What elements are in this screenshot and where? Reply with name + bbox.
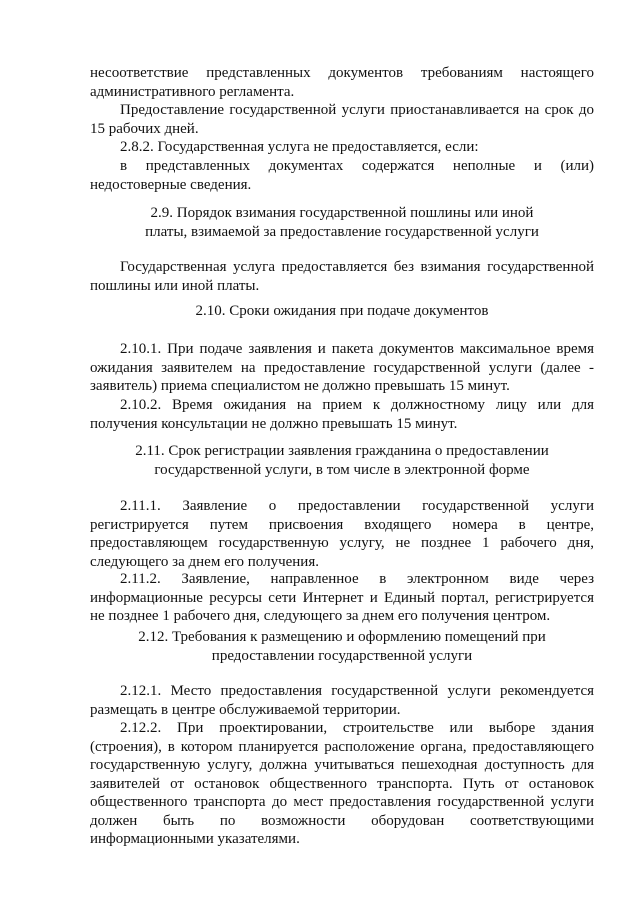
paragraph-2-10-2: 2.10.2. Время ожидания на прием к должностному лицу или для получения консультации не должно превышать 15 минут. bbox=[90, 397, 594, 432]
paragraph-incomplete-info: в представленных документах содержатся неполные и (или) недостоверные сведения. bbox=[90, 158, 594, 193]
section-heading-2-12: 2.12. Требования к размещению и оформлению помещений при предоставлении государственной услуги bbox=[138, 629, 546, 664]
section-heading-2-10: 2.10. Сроки ожидания при подаче документов bbox=[195, 303, 489, 319]
paragraph-2-10-1: 2.10.1. При подаче заявления и пакета документов максимальное время ожидания заявителем на предоставление государственной услуги (далее - заявитель) приема специалистом не должно превышать 15 минут. bbox=[90, 341, 594, 394]
paragraph-no-fee: Государственная услуга предоставляется без взимания государственной пошлины или иной платы. bbox=[90, 259, 594, 294]
section-heading-2-11: 2.11. Срок регистрации заявления гражданина о предоставлении государственной услуги, в том числе в электронной форме bbox=[135, 443, 549, 478]
section-heading-2-9: 2.9. Порядок взимания государственной пошлины или иной платы, взимаемой за предоставление государственной услуги bbox=[145, 205, 539, 240]
paragraph-2-12-1: 2.12.1. Место предоставления государственной услуги рекомендуется размещать в центре обслуживаемой территории. bbox=[90, 683, 594, 718]
paragraph-2-11-1: 2.11.1. Заявление о предоставлении государственной услуги регистрируется путем присвоения входящего номера в центре, предоставляющем государственную услугу, не позднее 1 рабочего дня, следующего за днем его получения. bbox=[90, 498, 594, 570]
paragraph-2-8-2: 2.8.2. Государственная услуга не предоставляется, если: bbox=[120, 139, 479, 155]
paragraph-grounds-end: несоответствие представленных документов требованиям настоящего административного регламента. bbox=[90, 65, 594, 100]
paragraph-suspension-term: Предоставление государственной услуги приостанавливается на срок до 15 рабочих дней. bbox=[90, 102, 594, 137]
paragraph-2-12-2: 2.12.2. При проектировании, строительстве или выборе здания (строения), в котором планируется расположение органа, предоставляющего государственную услугу, должна учитываться пешеходная доступность для заявителей от остановок общественного транспорта. Путь от остановок общественного транспорта до мест предоставления государственной услуги должен быть по возможности оборудован соответствующими информационными указателями. bbox=[90, 720, 594, 847]
paragraph-2-11-2: 2.11.2. Заявление, направленное в электронном виде через информационные ресурсы сети Интернет и Единый портал, регистрируется не позднее 1 рабочего дня, следующего за днем его получения центром. bbox=[90, 571, 594, 624]
